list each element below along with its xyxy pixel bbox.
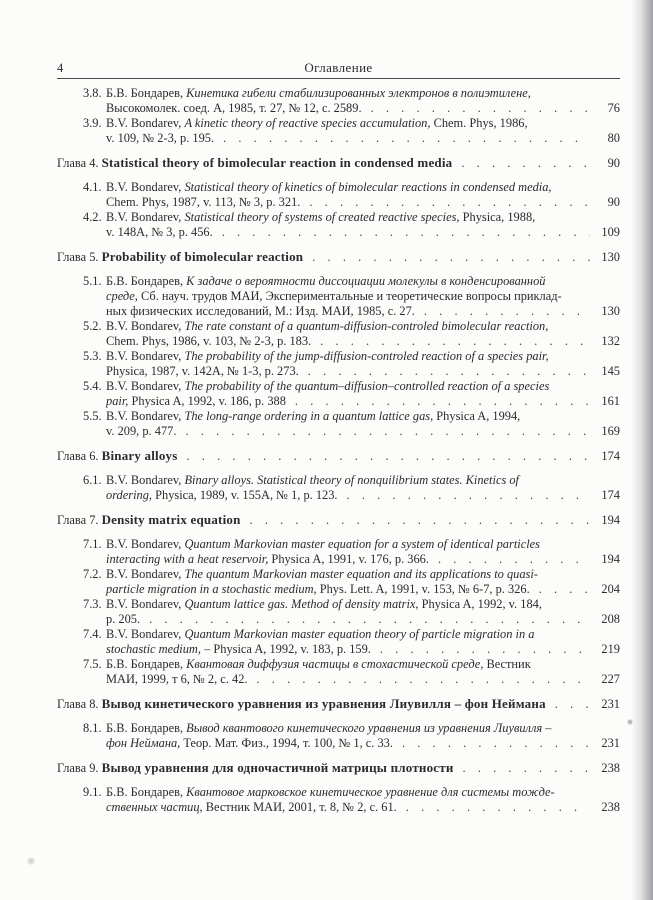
toc-item-entry	[0, 116, 653, 146]
toc-entry-number: 5.5.	[83, 409, 102, 423]
toc-entry-line	[106, 364, 620, 379]
toc-entry-text: Вывод квантового кинетического уравнения из уравнения Лиувилля –	[186, 721, 552, 735]
toc-entry-text: Вывод кинетического уравнения из уравнения Лиувилля – фон Неймана	[101, 696, 546, 711]
toc-entry-line	[106, 642, 620, 657]
dot-leader	[309, 195, 590, 210]
dot-leader	[380, 642, 590, 657]
toc-entry-line	[106, 488, 620, 503]
scan-speck	[627, 719, 633, 725]
toc-page-number: 219	[601, 642, 620, 656]
toc-entry-text: Density matrix equation	[101, 512, 241, 527]
dot-leader	[250, 513, 590, 528]
toc-page-number: 194	[601, 513, 620, 527]
dot-leader	[347, 488, 590, 503]
toc-entry-number: 4.2.	[83, 210, 102, 224]
toc-entry-text: Квантовое марковское кинетическое уравнение для системы тожде-	[186, 785, 555, 799]
toc-entry-text: B.V. Bondarev,	[106, 319, 185, 333]
toc-entry-text: Квантовая диффузия частицы в стохастической среде,	[186, 657, 484, 671]
toc-entry-text: B.V. Bondarev,	[106, 627, 185, 641]
toc-entry-line	[106, 319, 620, 334]
toc-entry-text: pair,	[106, 394, 129, 408]
toc-page-number: 145	[601, 364, 620, 378]
toc-page-number: 208	[601, 612, 620, 626]
toc-entry-number: 7.2.	[83, 567, 102, 581]
toc-entry-number: 5.4.	[83, 379, 102, 393]
toc-entry-text: B.V. Bondarev,	[106, 537, 185, 551]
toc-chapter-number: Глава 7.	[57, 513, 102, 527]
toc-entry-number: 7.4.	[83, 627, 102, 641]
toc-entry-text: B.V. Bondarev,	[106, 116, 185, 130]
toc-page-number: 132	[601, 334, 620, 348]
toc-entry-number: 5.3.	[83, 349, 102, 363]
toc-entry-text: The probability of the jump-diffusion-controled reaction of a species pair,	[184, 349, 549, 363]
toc-chapter-entry	[0, 249, 653, 265]
toc-page-number: 231	[601, 697, 620, 711]
dot-leader	[555, 697, 590, 712]
dot-leader	[308, 364, 590, 379]
toc-item-entry	[0, 657, 653, 687]
toc-entry-line	[106, 116, 620, 131]
toc-entry-text: Вестник МАИ, 2001, т. 8, № 2, с. 61.	[202, 800, 397, 814]
toc-entry-line	[106, 612, 620, 627]
toc-entry-text: Chem. Phys, 1987, v. 113, № 3, p. 321.	[106, 195, 301, 209]
toc-entry-text: ordering,	[106, 488, 153, 502]
dot-leader	[463, 761, 590, 776]
toc-item-entry	[0, 785, 653, 815]
toc-entry-text: Б.В. Бондарев,	[106, 721, 187, 735]
toc-entry-line	[106, 409, 620, 424]
toc-item-entry	[0, 274, 653, 319]
toc-entry-text: Б.В. Бондарев,	[106, 657, 187, 671]
toc-entry-line	[106, 394, 620, 409]
toc-entry-text: stochastic medium,	[106, 642, 201, 656]
toc-entry-line	[106, 736, 620, 751]
dot-leader	[539, 582, 590, 597]
toc-entry-text: фон Неймана,	[106, 736, 181, 750]
toc-chapter-entry	[0, 155, 653, 171]
toc-entry-text: среде,	[106, 289, 138, 303]
toc-entry-text: v. 109, № 2-3, p. 195.	[106, 131, 215, 145]
toc-page-number: 90	[607, 156, 620, 170]
toc-entry-line	[106, 379, 620, 394]
toc-entry-line	[106, 721, 620, 736]
toc-entry-text: Binary alloys. Statistical theory of nonquilibrium states. Kinetics of	[184, 473, 519, 487]
toc-page-number: 174	[601, 449, 620, 463]
toc-entry-number: 3.8.	[83, 86, 102, 100]
toc-entry-text: Б.В. Бондарев,	[106, 274, 187, 288]
toc-page-number: 130	[601, 304, 620, 318]
toc-entry-text: Сб. науч. трудов МАИ, Экспериментальные и теоретические вопросы приклад-	[137, 289, 562, 303]
toc-entry-text: Statistical theory of bimolecular reaction in condensed media	[101, 155, 453, 170]
toc-entry-text: ственных частиц,	[106, 800, 203, 814]
toc-entry-text: Physica A, 1992, v. 184,	[418, 597, 542, 611]
toc-entry-text: B.V. Bondarev,	[106, 349, 185, 363]
dot-leader	[223, 131, 590, 146]
toc-chapter-number: Глава 9.	[57, 761, 102, 775]
dot-leader	[222, 225, 590, 240]
toc-entry-text: Physica A, 1991, v. 176, p. 366.	[268, 552, 429, 566]
toc-entry-text: Высокомолек. соед. А, 1985, т. 27, № 12, с. 2589.	[106, 101, 362, 115]
toc-entry-text: Physica A, 1994,	[433, 409, 521, 423]
toc-chapter-entry	[0, 696, 653, 712]
toc-entry-number: 5.1.	[83, 274, 102, 288]
toc-entry-text: ных физических исследований, М.: Изд. МАИ, 1985, с. 27.	[106, 304, 415, 318]
toc-entry-line	[57, 760, 620, 776]
toc-entry-line	[106, 657, 620, 672]
toc-entry-line	[106, 567, 620, 582]
toc-item-entry	[0, 627, 653, 657]
dot-leader	[371, 101, 590, 116]
dot-leader	[256, 672, 590, 687]
dot-leader	[149, 612, 590, 627]
toc-entry-text: The rate constant of a quantum-diffusion-controled bimolecular reaction,	[184, 319, 549, 333]
toc-entry-text: The probability of the quantum–diffusion–controlled reaction of a species	[184, 379, 550, 393]
toc-entry-line	[106, 552, 620, 567]
toc-item-entry	[0, 409, 653, 439]
dot-leader	[187, 449, 590, 464]
toc-entry-line	[106, 800, 620, 815]
toc-item-entry	[0, 86, 653, 116]
toc-entry-text: interacting with a heat reservoir,	[106, 552, 269, 566]
running-head	[57, 60, 620, 79]
toc-page-number: 174	[601, 488, 620, 502]
toc-entry-text: Quantum lattice gas. Method of density matrix,	[184, 597, 419, 611]
toc-entry-line	[106, 180, 620, 195]
toc-page-number: 169	[601, 424, 620, 438]
toc-entry-text: B.V. Bondarev,	[106, 473, 185, 487]
toc-entry-line	[106, 210, 620, 225]
toc-entry-text: Quantum Markovian master equation theory of particle migration in a	[184, 627, 535, 641]
toc-entry-text: B.V. Bondarev,	[106, 409, 185, 423]
toc-page-number: 238	[601, 800, 620, 814]
toc-chapter-number: Глава 6.	[57, 449, 102, 463]
toc-entry-line	[106, 672, 620, 687]
toc-page-number: 130	[601, 250, 620, 264]
toc-entry-line	[106, 101, 620, 116]
toc-entry-line	[106, 597, 620, 612]
dot-leader	[295, 394, 590, 409]
toc-entry-text: К задаче о вероятности диссоциации молекулы в конденсированной	[186, 274, 546, 288]
toc-entry-text: A kinetic theory of reactive species accumulation,	[184, 116, 431, 130]
folio-page-number: 4	[57, 61, 64, 75]
toc-entry-line	[106, 195, 620, 210]
toc-entry-number: 7.1.	[83, 537, 102, 551]
toc-item-entry	[0, 537, 653, 567]
toc-entry-text: particle migration in a stochastic medium,	[106, 582, 317, 596]
dot-leader	[320, 334, 590, 349]
toc-entry-line	[106, 349, 620, 364]
toc-entry-text: Physica, 1988,	[459, 210, 536, 224]
toc-entry-text: Phys. Lett. A, 1991, v. 153, № 6-7, p. 326.	[316, 582, 530, 596]
toc-entry-text: Quantum Markovian master equation for a system of identical particles	[184, 537, 540, 551]
toc-entry-text: Кинетика гибели стабилизированных электронов в полиэтилене,	[186, 86, 531, 100]
toc-entry-line	[106, 424, 620, 439]
toc-item-entry	[0, 379, 653, 409]
toc-page-number: 76	[607, 101, 620, 115]
toc-entry-line	[106, 334, 620, 349]
toc-page-number: 109	[601, 225, 620, 239]
dot-leader	[402, 736, 590, 751]
toc-chapter-number: Глава 4.	[57, 156, 102, 170]
toc-entry-line	[57, 249, 620, 265]
toc-chapter-number: Глава 8.	[57, 697, 102, 711]
scan-speck	[27, 857, 35, 865]
toc-entry-line	[106, 289, 620, 304]
toc-entry-text: Statistical theory of kinetics of bimolecular reactions in condensed media,	[184, 180, 552, 194]
toc-item-entry	[0, 721, 653, 751]
toc-item-entry	[0, 210, 653, 240]
toc-entry-text: Statistical theory of systems of created reactive species,	[184, 210, 460, 224]
table-of-contents	[0, 86, 653, 815]
toc-entry-line	[106, 131, 620, 146]
toc-entry-line	[106, 473, 620, 488]
toc-chapter-entry	[0, 760, 653, 776]
toc-page-number: 238	[601, 761, 620, 775]
toc-entry-text: Chem. Phys, 1986, v. 103, № 2-3, p. 183.	[106, 334, 312, 348]
toc-chapter-number: Глава 5.	[57, 250, 102, 264]
dot-leader	[312, 250, 590, 265]
toc-entry-text: B.V. Bondarev,	[106, 597, 185, 611]
toc-entry-number: 9.1.	[83, 785, 102, 799]
toc-item-entry	[0, 597, 653, 627]
toc-page-number: 90	[607, 195, 620, 209]
toc-entry-line	[106, 86, 620, 101]
toc-entry-text: Probability of bimolecular reaction	[101, 249, 304, 264]
toc-page-number: 231	[601, 736, 620, 750]
toc-entry-line	[57, 155, 620, 171]
toc-entry-text: v. 148A, № 3, p. 456.	[106, 225, 213, 239]
toc-entry-line	[106, 537, 620, 552]
toc-entry-text: Chem. Phys, 1986,	[430, 116, 528, 130]
toc-chapter-entry	[0, 512, 653, 528]
toc-entry-text: B.V. Bondarev,	[106, 180, 185, 194]
toc-entry-line	[57, 696, 620, 712]
toc-entry-number: 6.1.	[83, 473, 102, 487]
toc-entry-line	[106, 225, 620, 240]
toc-entry-text: Теор. Мат. Физ., 1994, т. 100, № 1, с. 33.	[180, 736, 393, 750]
toc-entry-text: Binary alloys	[101, 448, 178, 463]
toc-entry-line	[106, 627, 620, 642]
toc-entry-line	[106, 582, 620, 597]
toc-entry-text: Physica, 1987, v. 142A, № 1-3, p. 273.	[106, 364, 299, 378]
toc-item-entry	[0, 349, 653, 379]
dot-leader	[424, 304, 590, 319]
dot-leader	[185, 424, 590, 439]
toc-item-entry	[0, 567, 653, 597]
toc-entry-number: 7.3.	[83, 597, 102, 611]
toc-entry-text: Вывод уравнения для одночастичной матрицы плотности	[101, 760, 454, 775]
toc-entry-text: B.V. Bondarev,	[106, 567, 185, 581]
toc-entry-text: The quantum Markovian master equation and its applications to quasi-	[184, 567, 538, 581]
toc-entry-text: – Physica A, 1992, v. 183, p. 159.	[200, 642, 371, 656]
dot-leader	[461, 156, 590, 171]
toc-entry-number: 3.9.	[83, 116, 102, 130]
toc-entry-text: МАИ, 1999, т 6, № 2, с. 42.	[106, 672, 248, 686]
toc-entry-line	[57, 512, 620, 528]
toc-entry-text: Вестник	[483, 657, 531, 671]
toc-entry-text: Б.В. Бондарев,	[106, 86, 187, 100]
toc-entry-line	[57, 448, 620, 464]
toc-entry-text: B.V. Bondarev,	[106, 210, 185, 224]
toc-entry-text: Physica, 1989, v. 155A, № 1, p. 123.	[152, 488, 338, 502]
toc-entry-text: The long-range ordering in a quantum lattice gas,	[184, 409, 434, 423]
toc-entry-line	[106, 785, 620, 800]
toc-item-entry	[0, 180, 653, 210]
toc-entry-number: 5.2.	[83, 319, 102, 333]
toc-item-entry	[0, 319, 653, 349]
dot-leader	[438, 552, 590, 567]
toc-entry-number: 7.5.	[83, 657, 102, 671]
toc-entry-number: 8.1.	[83, 721, 102, 735]
toc-entry-text: v. 209, p. 477.	[106, 424, 177, 438]
running-head-title: Оглавление	[304, 60, 373, 75]
toc-page-number: 161	[601, 394, 620, 408]
toc-entry-number: 4.1.	[83, 180, 102, 194]
toc-entry-text: Physica A, 1992, v. 186, p. 388	[128, 394, 286, 408]
toc-entry-text: B.V. Bondarev,	[106, 379, 185, 393]
toc-page-number: 80	[607, 131, 620, 145]
toc-page-number: 194	[601, 552, 620, 566]
toc-page-number: 227	[601, 672, 620, 686]
toc-entry-line	[106, 274, 620, 289]
toc-entry-line	[106, 304, 620, 319]
toc-chapter-entry	[0, 448, 653, 464]
toc-item-entry	[0, 473, 653, 503]
dot-leader	[406, 800, 590, 815]
toc-entry-text: Б.В. Бондарев,	[106, 785, 187, 799]
toc-page-number: 204	[601, 582, 620, 596]
toc-entry-text: p. 205.	[106, 612, 141, 626]
